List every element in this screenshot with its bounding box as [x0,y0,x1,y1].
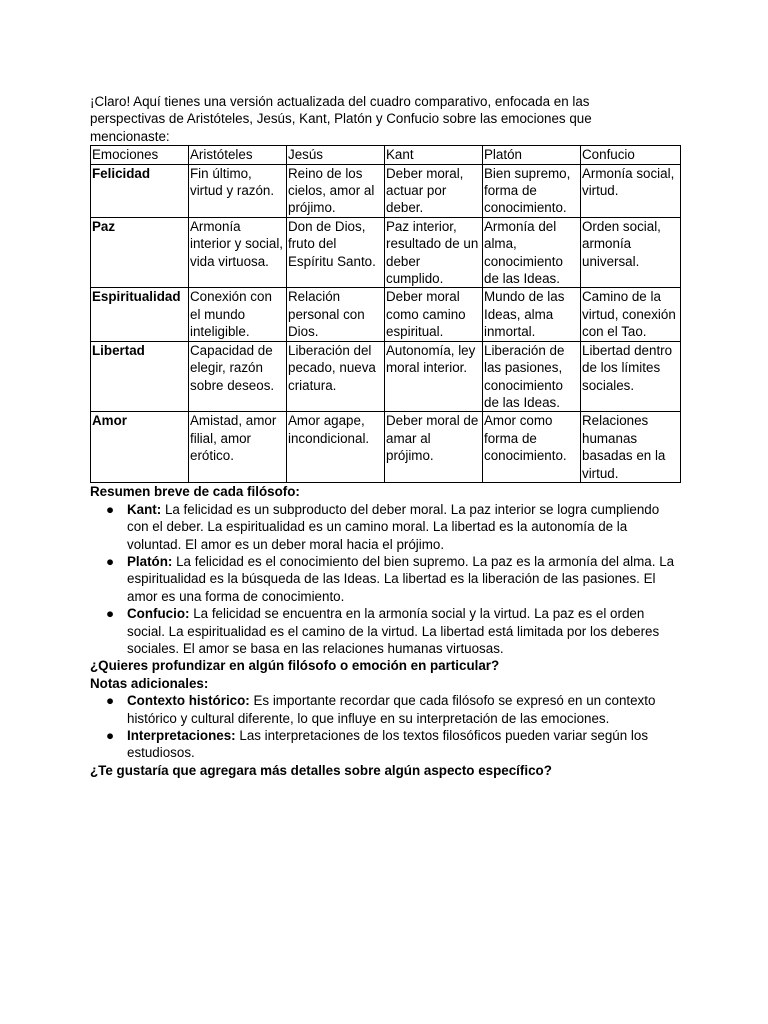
notes-list [90,692,680,762]
table-cell: Mundo de las Ideas, alma inmortal. [483,288,581,341]
table-cell: Liberación de las pasiones, conocimiento de las Ideas. [483,341,581,412]
table-row [91,412,681,483]
comparison-table [90,145,681,483]
table-cell: Orden social, armonía universal. [581,217,681,288]
bullet-icon: ● [106,693,115,709]
bullet-icon: ● [106,553,115,569]
list-item [106,501,680,553]
table-cell: Deber moral de amar al prójimo. [385,412,483,483]
table-cell: Relaciones humanas basadas en la virtud. [581,412,681,483]
table-row [91,217,681,288]
table-cell: Armonía del alma, conocimiento de las Ideas. [483,217,581,288]
followup-question: ¿Quieres profundizar en algún filósofo o emoción en particular? [90,658,500,674]
table-cell: Amistad, amor filial, amor erótico. [189,412,287,483]
table-cell-emotion: Paz [91,217,189,288]
table-cell: Bien supremo, forma de conocimiento. [483,164,581,217]
table-cell: Deber moral como camino espiritual. [385,288,483,341]
table-row [91,164,681,217]
table-row [91,288,681,341]
table-cell: Autonomía, ley moral interior. [385,341,483,412]
intro-paragraph: ¡Claro! Aquí tienes una versión actualizada del cuadro comparativo, enfocada en las perspectivas de Aristóteles, Jesús, Kant, Platón y Confucio sobre las emociones que mencionaste: [90,94,592,144]
bullet-icon: ● [106,728,115,743]
table-cell: Armonía interior y social, vida virtuosa. [189,217,287,288]
bullet-icon: ● [106,606,115,622]
list-item [106,727,680,762]
table-cell: Libertad dentro de los límites sociales. [581,341,681,412]
table-header-row [91,146,681,164]
header-kant: Kant [385,146,483,164]
table-cell: Armonía social, virtud. [581,164,681,217]
table-cell: Amor agape, incondicional. [287,412,385,483]
note-text: Las interpretaciones de los textos filosóficos pueden variar según los estudiosos. [127,728,649,761]
philosopher-summary: La felicidad es un subproducto del deber moral. La paz interior se logra cumpliendo con el deber. La espiritualidad es un camino moral. La libertad es la autonomía de la voluntad. El amor es un deber moral hacia el prójimo. [127,501,660,552]
header-aristoteles: Aristóteles [189,146,287,164]
header-confucio: Confucio [581,146,681,164]
table-cell: Amor como forma de conocimiento. [483,412,581,483]
list-item [106,553,680,605]
table-cell: Conexión con el mundo inteligible. [189,288,287,341]
table-row [91,341,681,412]
summary-heading: Resumen breve de cada filósofo: [90,484,300,500]
table-cell: Capacidad de elegir, razón sobre deseos. [189,341,287,412]
table-cell-emotion: Espiritualidad [91,288,189,341]
table-cell: Fin último, virtud y razón. [189,164,287,217]
notes-heading: Notas adicionales: [90,675,209,691]
note-label: Contexto histórico: [127,693,250,709]
table-cell-emotion: Libertad [91,341,189,412]
philosopher-label: Kant: [127,501,162,517]
table-cell: Reino de los cielos, amor al prójimo. [287,164,385,217]
philosopher-summary: La felicidad es el conocimiento del bien supremo. La paz es la armonía del alma. La espiritualidad es la búsqueda de las Ideas. La libertad es la liberación de las pasiones. El amor es una forma de conocimiento. [127,553,675,604]
note-text: Es importante recordar que cada filósofo se expresó en un contexto histórico y cultural diferente, lo que influye en su interpretación de las emociones. [127,693,656,726]
table-cell: Relación personal con Dios. [287,288,385,341]
header-platon: Platón [483,146,581,164]
table-cell: Camino de la virtud, conexión con el Tao. [581,288,681,341]
table-cell-emotion: Amor [91,412,189,483]
philosopher-label: Confucio: [127,606,190,622]
header-jesus: Jesús [287,146,385,164]
table-cell: Paz interior, resultado de un deber cumplido. [385,217,483,288]
philosopher-label: Platón: [127,553,173,569]
header-emociones: Emociones [91,146,189,164]
bullet-icon: ● [106,501,115,517]
table-cell-emotion: Felicidad [91,164,189,217]
table-cell: Liberación del pecado, nueva criatura. [287,341,385,412]
list-item [106,605,680,657]
philosopher-summary: La felicidad se encuentra en la armonía social y la virtud. La paz es el orden social. La espiritualidad es el camino de la virtud. La libertad está limitada por los deberes sociales. El amor se basa en las relaciones humanas virtuosas. [127,606,660,656]
document-content [90,93,680,779]
note-label: Interpretaciones: [127,728,236,743]
list-item [106,692,680,727]
table-cell: Deber moral, actuar por deber. [385,164,483,217]
closing-question: ¿Te gustaría que agregara más detalles sobre algún aspecto específico? [90,762,552,778]
summary-list [90,501,680,658]
table-cell: Don de Dios, fruto del Espíritu Santo. [287,217,385,288]
